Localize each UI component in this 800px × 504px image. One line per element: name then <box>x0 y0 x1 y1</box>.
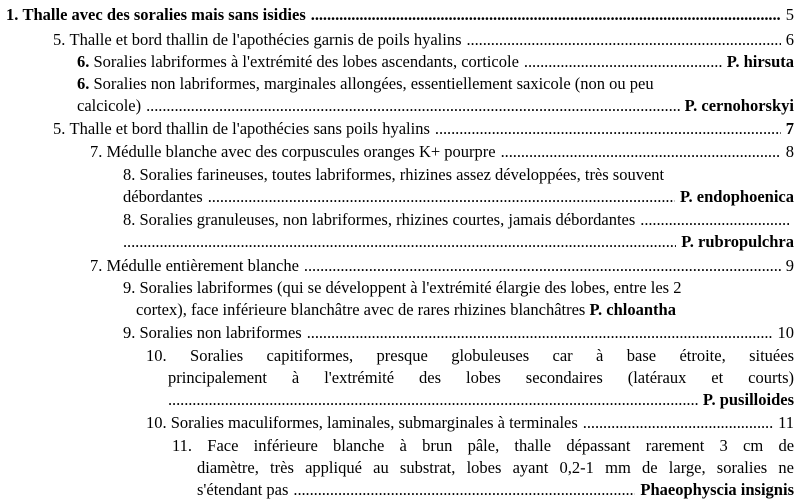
entry-number: 8. <box>123 165 136 184</box>
entry-target: P. pusilloides <box>702 390 794 409</box>
entry-target: 9 <box>785 256 794 275</box>
entry-6 <box>90 141 794 163</box>
entry-8-line1 <box>123 209 794 231</box>
entry-2 <box>53 29 794 51</box>
entry-number: 10. <box>146 413 167 432</box>
entry-number: 1. <box>6 5 19 24</box>
entry-target: 10 <box>777 323 794 342</box>
entry-7-line2 <box>123 186 794 208</box>
entry-number: 11. <box>172 436 193 455</box>
entry-text: Soralies maculiformes, laminales, submarginales à terminales <box>170 413 578 432</box>
leader-dots <box>123 231 676 253</box>
entry-text: Soralies labriformes à l'extrémité des lobes ascendants, corticole <box>93 52 519 71</box>
entry-text-cont: calcicole) <box>77 96 142 115</box>
entry-text-cont: principalement à l'extrémité des lobes secondaires (latéraux et courts) <box>168 368 794 387</box>
entry-text: Soralies non labriformes, marginales allongées, essentiellement saxicole (non ou peu <box>93 74 654 93</box>
entry-text: Soralies granuleuses, non labriformes, rhizines courtes, jamais débordantes <box>139 210 636 229</box>
entry-number: 5. <box>53 119 66 138</box>
entry-number: 7. <box>90 142 103 161</box>
entry-10-line1 <box>123 277 794 299</box>
entry-text: Face inférieure blanche à brun pâle, thalle dépassant rarement 3 cm de <box>207 436 794 455</box>
entry-target: Phaeophyscia insignis <box>640 480 794 499</box>
entry-number: 9. <box>123 323 136 342</box>
leader-dots <box>208 186 675 208</box>
leader-dots <box>583 412 773 434</box>
leader-dots <box>168 389 698 411</box>
entry-1 <box>6 4 794 26</box>
entry-target: P. hirsuta <box>726 52 794 71</box>
entry-text-cont: s'étendant pas <box>197 480 289 499</box>
entry-text-cont: débordantes <box>123 187 203 206</box>
leader-dots <box>501 141 781 163</box>
entry-target: 5 <box>785 5 794 24</box>
entry-text: Soralies farineuses, toutes labriformes, rhizines assez développées, très souvent <box>139 165 665 184</box>
entry-11 <box>123 322 794 344</box>
entry-number: 5. <box>53 30 66 49</box>
entry-9 <box>90 255 794 277</box>
entry-target: P. chloantha <box>589 300 676 319</box>
entry-number: 6. <box>77 52 90 71</box>
entry-3 <box>77 51 794 73</box>
entry-target: P. endophoenica <box>679 187 794 206</box>
entry-12-line1 <box>146 345 794 367</box>
entry-5 <box>53 118 794 140</box>
entry-number: 8. <box>123 210 136 229</box>
entry-12-line2 <box>168 367 794 389</box>
entry-4-line1 <box>77 73 794 95</box>
entry-text: Médulle blanche avec des corpuscules oranges K+ pourpre <box>106 142 496 161</box>
leader-dots <box>435 118 781 140</box>
entry-number: 7. <box>90 256 103 275</box>
entry-text: Thalle avec des soralies mais sans isidies <box>22 5 306 24</box>
entry-number: 6. <box>77 74 90 93</box>
entry-7-line1 <box>123 164 794 186</box>
entry-14-line1 <box>172 435 794 457</box>
entry-number: 9. <box>123 278 136 297</box>
leader-dots <box>311 4 781 26</box>
leader-dots <box>146 95 679 117</box>
entry-target: P. cernohorskyi <box>684 96 794 115</box>
entry-text: Soralies non labriformes <box>139 323 302 342</box>
entry-text: Médulle entièrement blanche <box>106 256 299 275</box>
entry-8-line2 <box>123 231 794 253</box>
leader-dots <box>307 322 773 344</box>
leader-dots <box>293 479 635 501</box>
entry-14-line2 <box>197 457 794 479</box>
entry-12-line3 <box>168 389 794 411</box>
leader-dots <box>467 29 781 51</box>
leader-dots <box>524 51 722 73</box>
entry-text-cont: diamètre, très appliqué au substrat, lobes ayant 0,2-1 mm de large, soralies ne <box>197 458 794 477</box>
entry-text: Thalle et bord thallin de l'apothécies garnis de poils hyalins <box>69 30 462 49</box>
entry-10-line2 <box>136 299 794 321</box>
entry-target: P. rubropulchra <box>681 232 794 251</box>
entry-target: 11 <box>778 413 794 432</box>
entry-4-line2 <box>77 95 794 117</box>
entry-14-line3 <box>197 479 794 501</box>
entry-text: Soralies labriformes (qui se développent à l'extrémité élargie des lobes, entre les 2 <box>139 278 682 297</box>
entry-text-cont: cortex), face inférieure blanchâtre avec de rares rhizines blanchâtres <box>136 300 586 319</box>
entry-text: Thalle et bord thallin de l'apothécies sans poils hyalins <box>69 119 430 138</box>
entry-target: 8 <box>785 142 794 161</box>
leader-dots <box>304 255 781 277</box>
entry-target: 6 <box>785 30 794 49</box>
leader-dots <box>640 209 789 231</box>
entry-13 <box>146 412 794 434</box>
entry-text: Soralies capitiformes, presque globuleuses car à base étroite, situées <box>190 346 794 365</box>
entry-target: 7 <box>785 119 794 138</box>
entry-number: 10. <box>146 346 167 365</box>
